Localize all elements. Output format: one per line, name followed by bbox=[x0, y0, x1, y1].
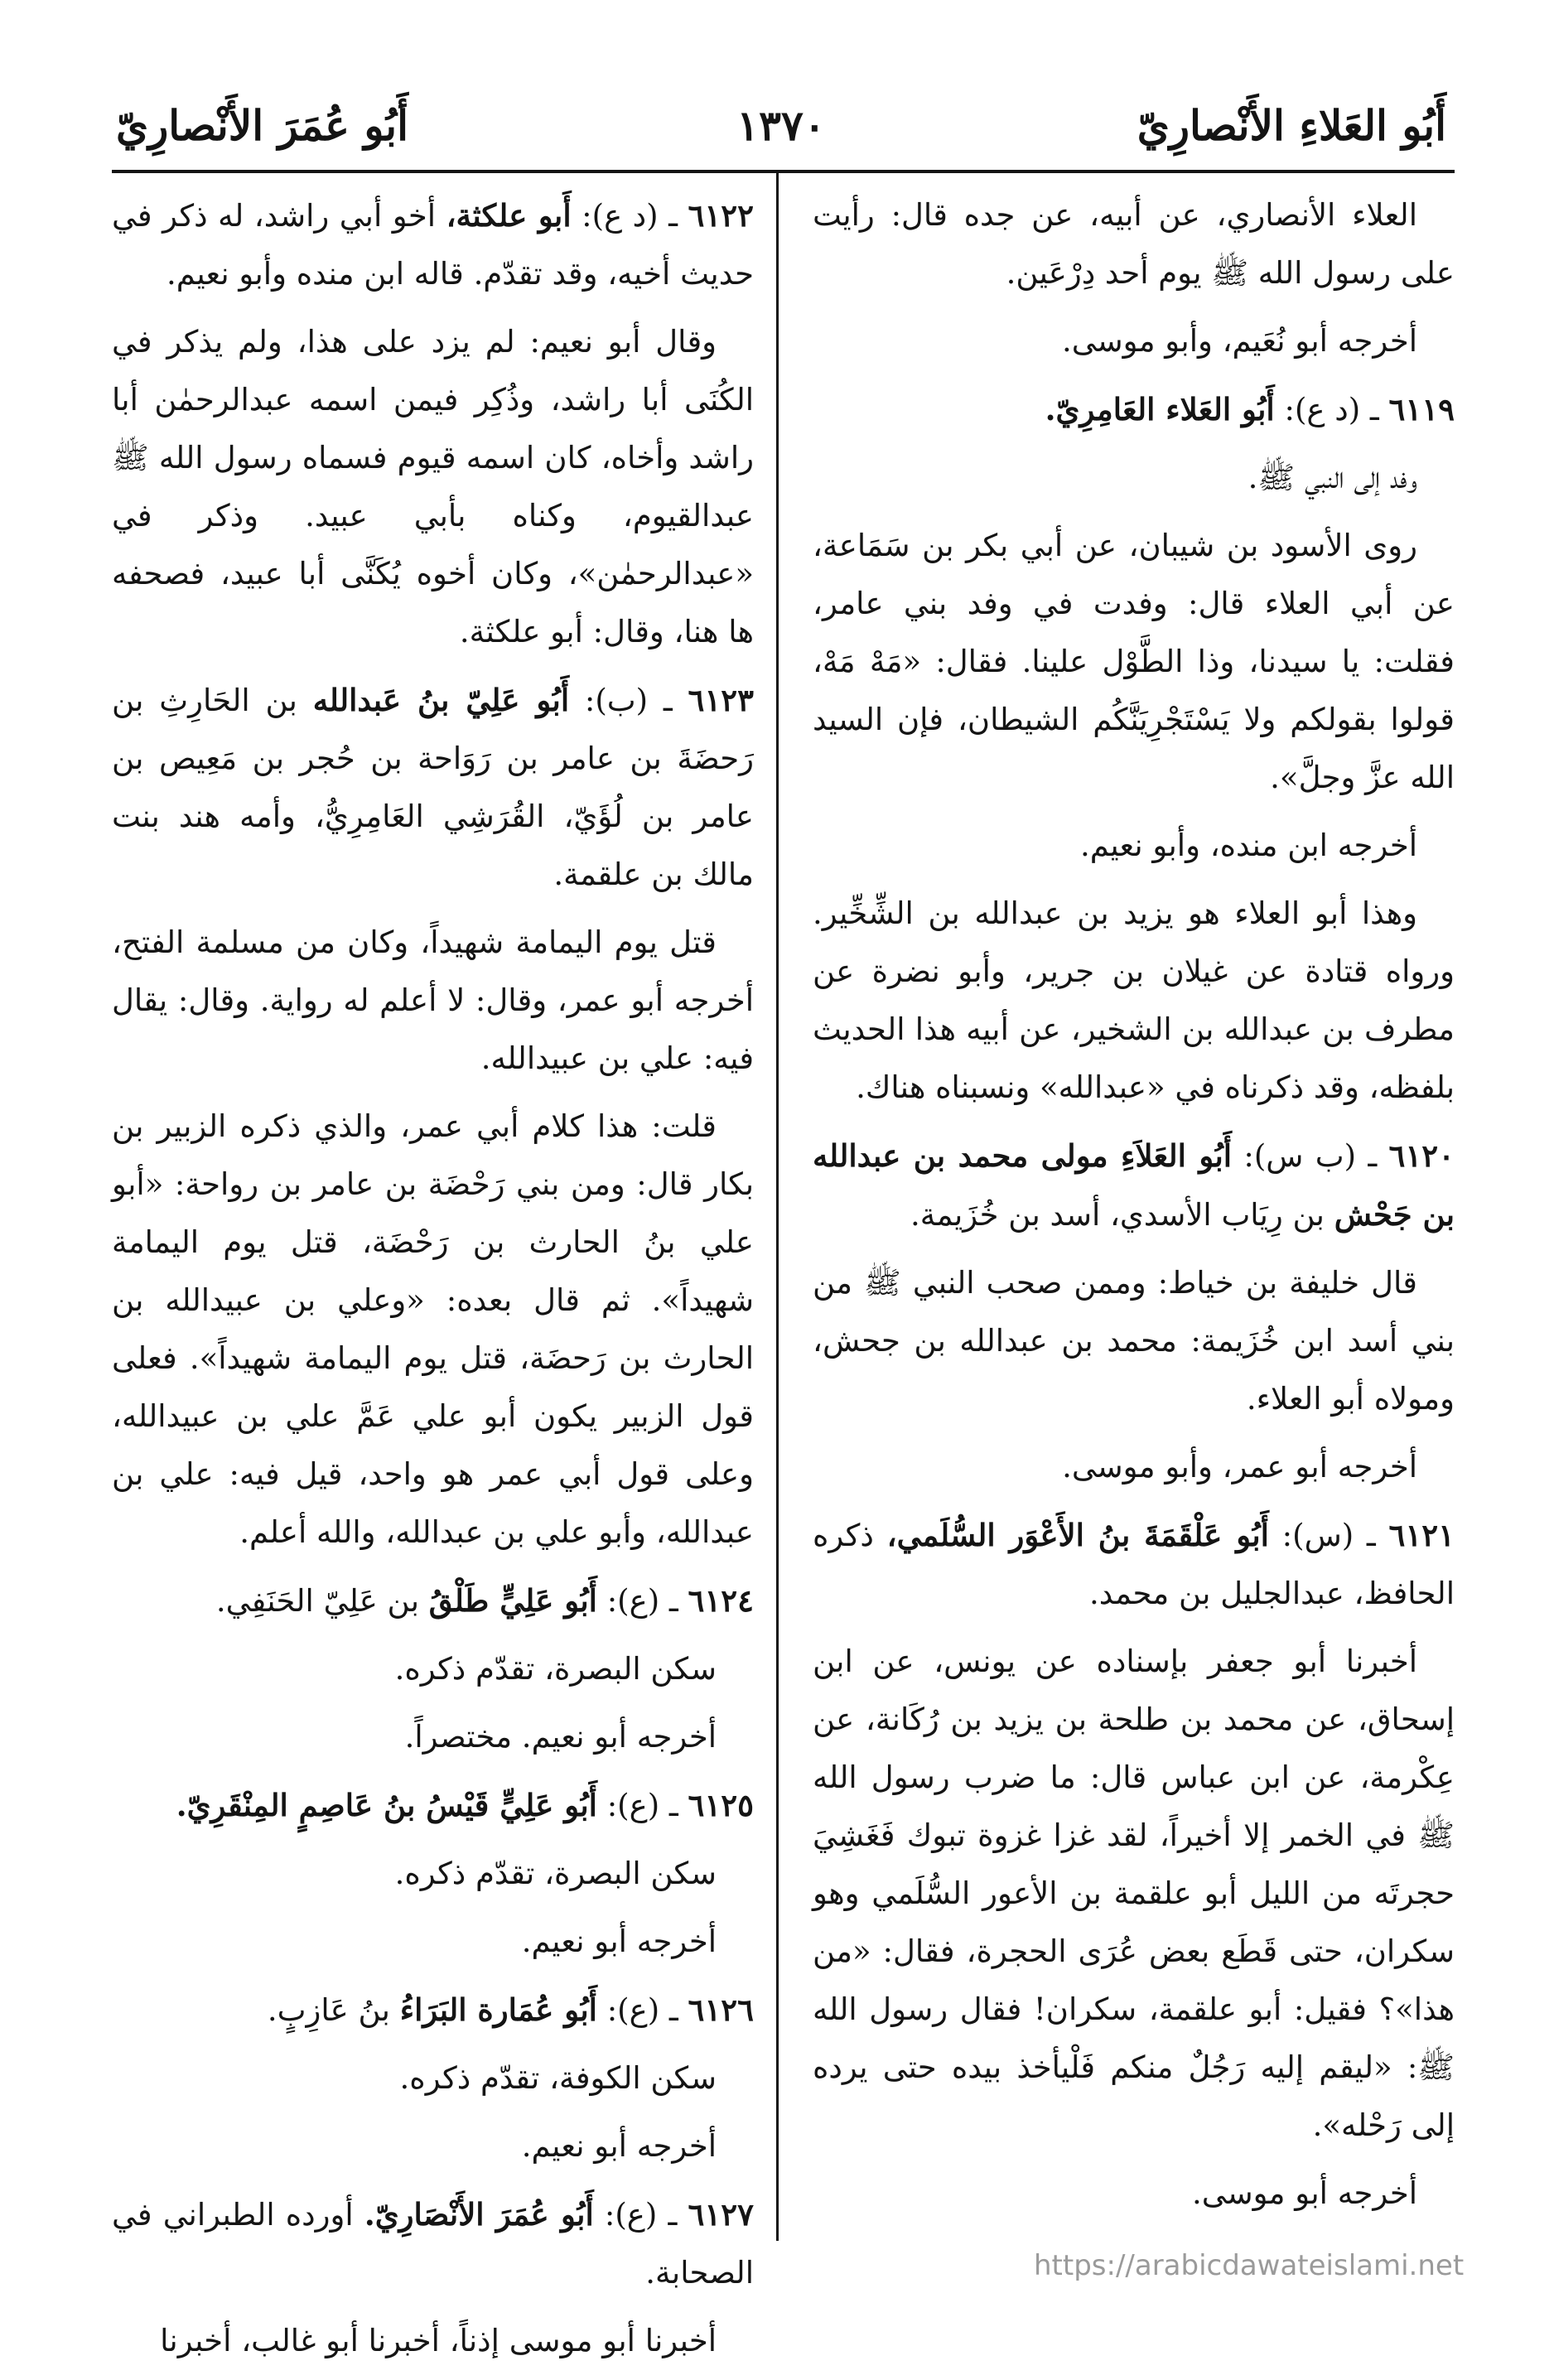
text-paragraph: وفد إلى النبي ﷺ. bbox=[1248, 460, 1417, 495]
text-paragraph: وهذا أبو العلاء هو يزيد بن عبدالله بن الشِّخِّير. ورواه قتادة عن غيلان بن جرير، وأبو نضرة عن مطرف بن عبدالله بن الشخير، عن أبيه هذا الحديث بلفظه، وقد ذكرناه في «عبدالله» ونسبناه هناك. bbox=[813, 896, 1455, 1105]
entry-name: أَبو علكثة، bbox=[446, 197, 572, 234]
entry-number: ٦١٢٦ bbox=[688, 1991, 754, 2028]
entry-paragraph bbox=[112, 1981, 754, 2040]
entry-code: ـ (ع): bbox=[596, 1992, 688, 2028]
text-paragraph: أخرجه أبو عمر، وأبو موسى. bbox=[1062, 1449, 1417, 1484]
entry-code: ـ (ب س): bbox=[1232, 1138, 1389, 1174]
entry-rest: بن رِيَاب الأسدي، أسد بن خُزَيمة. bbox=[910, 1197, 1334, 1233]
entry-paragraph bbox=[112, 671, 754, 904]
entry-code: ـ (ع): bbox=[596, 1788, 688, 1823]
entry-code: ـ (د ع): bbox=[1274, 392, 1389, 427]
header-left-title: أَبُو عُمَرَ الأَنْصارِيّ bbox=[116, 101, 408, 150]
entry-code: ـ (س): bbox=[1268, 1518, 1389, 1553]
entry-code: ـ (ع): bbox=[596, 1583, 688, 1619]
text-paragraph: قلت: هذا كلام أبي عمر، والذي ذكره الزبير بن بكار قال: ومن بني رَحْضَة بن عامر بن رواحة: «أبو علي بنُ الحارث بن رَحْضَة، قتل يوم اليمامة شهيداً». ثم قال بعده: «وعلي بن عبيدالله بن الحارث بن رَحضَة، قتل يوم اليمامة شهيداً». فعلى قول الزبير يكون أبو علي عَمَّ علي بن عبيدالله، وعلى قول أبي عمر هو واحد، قيل فيه: علي بن عبدالله، وأبو علي بن عبدالله، والله أعلم. bbox=[112, 1108, 754, 1550]
entry-name: أَبُو عُمَرَ الأَنْصَارِيّ. bbox=[364, 2196, 594, 2233]
entry-number: ٦١٢٤ bbox=[688, 1582, 754, 1619]
entry-name: أَبُو العَلاء العَامِرِيّ. bbox=[1045, 391, 1275, 427]
entry-rest: أخو أبي راشد، له ذكر في حديث أخيه، وقد تقدّم. قاله ابن منده وأبو نعيم. bbox=[112, 198, 754, 292]
entry-number: ٦١٢٥ bbox=[688, 1787, 754, 1823]
entry-rest: بن الحَارِثِ بن رَحضَةَ بن عامر بن رَوَاحة بن حُجر بن مَعِيص بن عامر بن لُؤَيّ، القُرَشِي العَامِرِيُّ، وأمه هند بنت مالك بن علقمة. bbox=[112, 683, 754, 892]
entry-rest: بنُ عَازِبٍ. bbox=[267, 1992, 400, 2028]
entry-code: ـ (ب): bbox=[569, 683, 688, 718]
text-paragraph: أخرجه أبو موسى. bbox=[1191, 2175, 1417, 2211]
entry-name: أَبُو العَلاَءِ مولى محمد بن عبدالله بن جَحْش bbox=[813, 1137, 1455, 1233]
entry-number: ٦١٢١ bbox=[1388, 1517, 1455, 1553]
entry-name: أَبُو عُمَارة البَرَاءُ bbox=[399, 1991, 597, 2028]
header-rule bbox=[112, 170, 1455, 173]
entry-paragraph bbox=[112, 1571, 754, 1630]
text-paragraph: أخرجه أبو نُعَيم، وأبو موسى. bbox=[1062, 323, 1417, 359]
right-column bbox=[813, 186, 1455, 2233]
text-paragraph: وقال أبو نعيم: لم يزد على هذا، ولم يذكر في الكُنَى أبا راشد، وذُكِر فيمن اسمه عبدالرحمٰن أبا راشد وأخاه، كان اسمه قيوم فسماه رسول الله ﷺ عبدالقيوم، وكناه بأبي عبيد. وذكر في «عبدالرحمٰن»، وكان أخوه يُكَنَّى أبا عبيد، فصحفه ها هنا، وقال: أبو علكثة. bbox=[112, 324, 754, 649]
column-divider bbox=[776, 170, 779, 2241]
entry-number: ٦١١٩ bbox=[1388, 391, 1455, 427]
text-paragraph: أخرجه ابن منده، وأبو نعيم. bbox=[1079, 828, 1417, 863]
entry-number: ٦١٢٢ bbox=[688, 197, 755, 234]
entry-rest: ذكره الحافظ، عبدالجليل بن محمد. bbox=[813, 1518, 1455, 1611]
text-paragraph: العلاء الأنصاري، عن أبيه، عن جده قال: رأيت على رسول الله ﷺ يوم أحد دِرْعَين. bbox=[813, 197, 1455, 291]
entry-name: أَبُو عَلِيٍّ قَيْسُ بنُ عَاصِمٍ المِنْقَرِيّ. bbox=[176, 1787, 597, 1823]
text-paragraph: أخرجه أبو نعيم. bbox=[521, 1924, 717, 1959]
entry-name: أَبُو عَلِيٍّ طَلْقُ bbox=[428, 1582, 597, 1619]
entry-rest: بن عَلِيّ الحَنَفِي. bbox=[215, 1583, 429, 1619]
entry-rest: أورده الطبراني في الصحابة. bbox=[112, 2197, 754, 2291]
entry-number: ٦١٢٣ bbox=[688, 682, 754, 718]
entry-paragraph bbox=[813, 1127, 1455, 1244]
entry-code: ـ (ع): bbox=[593, 2197, 688, 2233]
entry-code: ـ (د ع): bbox=[571, 198, 688, 234]
text-paragraph: أخبرنا أبو جعفر بإسناده عن يونس، عن ابن إسحاق، عن محمد بن طلحة بن يزيد بن رُكَانة، عن عِكْرمة، عن ابن عباس قال: ما ضرب رسول الله ﷺ في الخمر إلا أخيراً، لقد غزا غزوة تبوك فَغَشِيَ حجرتَه من الليل أبو علقمة بن الأعور السُّلَمي وهو سكران، حتى قَطَع بعض عُرَى الحجرة، فقال: «من هذا»؟ فقيل: أبو علقمة، سكران! فقال رسول الله ﷺ: «ليقم إليه رَجُلٌ منكم فَلْيأخذ بيده حتى يرده إلى رَحْله». bbox=[813, 1644, 1455, 2143]
header-right-title: أَبُو العَلاءِ الأَنْصارِيّ bbox=[1137, 101, 1446, 150]
text-paragraph: قتل يوم اليمامة شهيداً، وكان من مسلمة الفتح، أخرجه أبو عمر، وقال: لا أعلم له رواية. وقال: يقال فيه: علي بن عبيدالله. bbox=[112, 924, 754, 1076]
text-paragraph: سكن البصرة، تقدّم ذكره. bbox=[394, 1651, 717, 1687]
text-paragraph: روى الأسود بن شيبان، عن أبي بكر بن سَمَاعة، عن أبي العلاء قال: وفدت في وفد بني عامر، فقلت: يا سيدنا، وذا الطَّوْل علينا. فقال: «مَهْ مَهْ، قولوا بقولكم ولا يَسْتَجْرِيَنَّكُم الشيطان، فإن السيد الله عزَّ وجلَّ». bbox=[813, 528, 1455, 795]
entry-paragraph bbox=[813, 380, 1455, 439]
running-header bbox=[116, 93, 1446, 159]
entry-paragraph bbox=[112, 186, 754, 303]
entry-paragraph bbox=[112, 1776, 754, 1835]
page-number: ١٣٧٠ bbox=[736, 101, 826, 150]
entry-name: أَبُو عَلِيّ بنُ عَبدالله bbox=[312, 682, 570, 718]
text-paragraph: قال خليفة بن خياط: وممن صحب النبي ﷺ من بني أسد ابن خُزَيمة: محمد بن عبدالله بن جحش، ومولاه أبو العلاء. bbox=[813, 1265, 1455, 1417]
text-paragraph: أخبرنا أبو موسى إذناً، أخبرنا أبو غالب، أخبرنا bbox=[160, 2323, 717, 2358]
entry-name: أَبُو عَلْقَمَةَ بنُ الأَعْوَر السُّلَمي، bbox=[886, 1517, 1269, 1553]
left-column bbox=[112, 186, 754, 2380]
entry-number: ٦١٢٧ bbox=[688, 2196, 754, 2233]
text-paragraph: أخرجه أبو نعيم. bbox=[521, 2128, 717, 2164]
entry-number: ٦١٢٠ bbox=[1388, 1137, 1455, 1174]
text-paragraph: أخرجه أبو نعيم. مختصراً. bbox=[404, 1719, 717, 1755]
entry-paragraph bbox=[112, 2185, 754, 2302]
text-paragraph: سكن الكوفة، تقدّم ذكره. bbox=[399, 2060, 717, 2096]
entry-paragraph bbox=[813, 1506, 1455, 1623]
watermark-url: https://arabicdawateislami.net bbox=[1034, 2249, 1465, 2282]
text-paragraph: سكن البصرة، تقدّم ذكره. bbox=[394, 1856, 717, 1891]
